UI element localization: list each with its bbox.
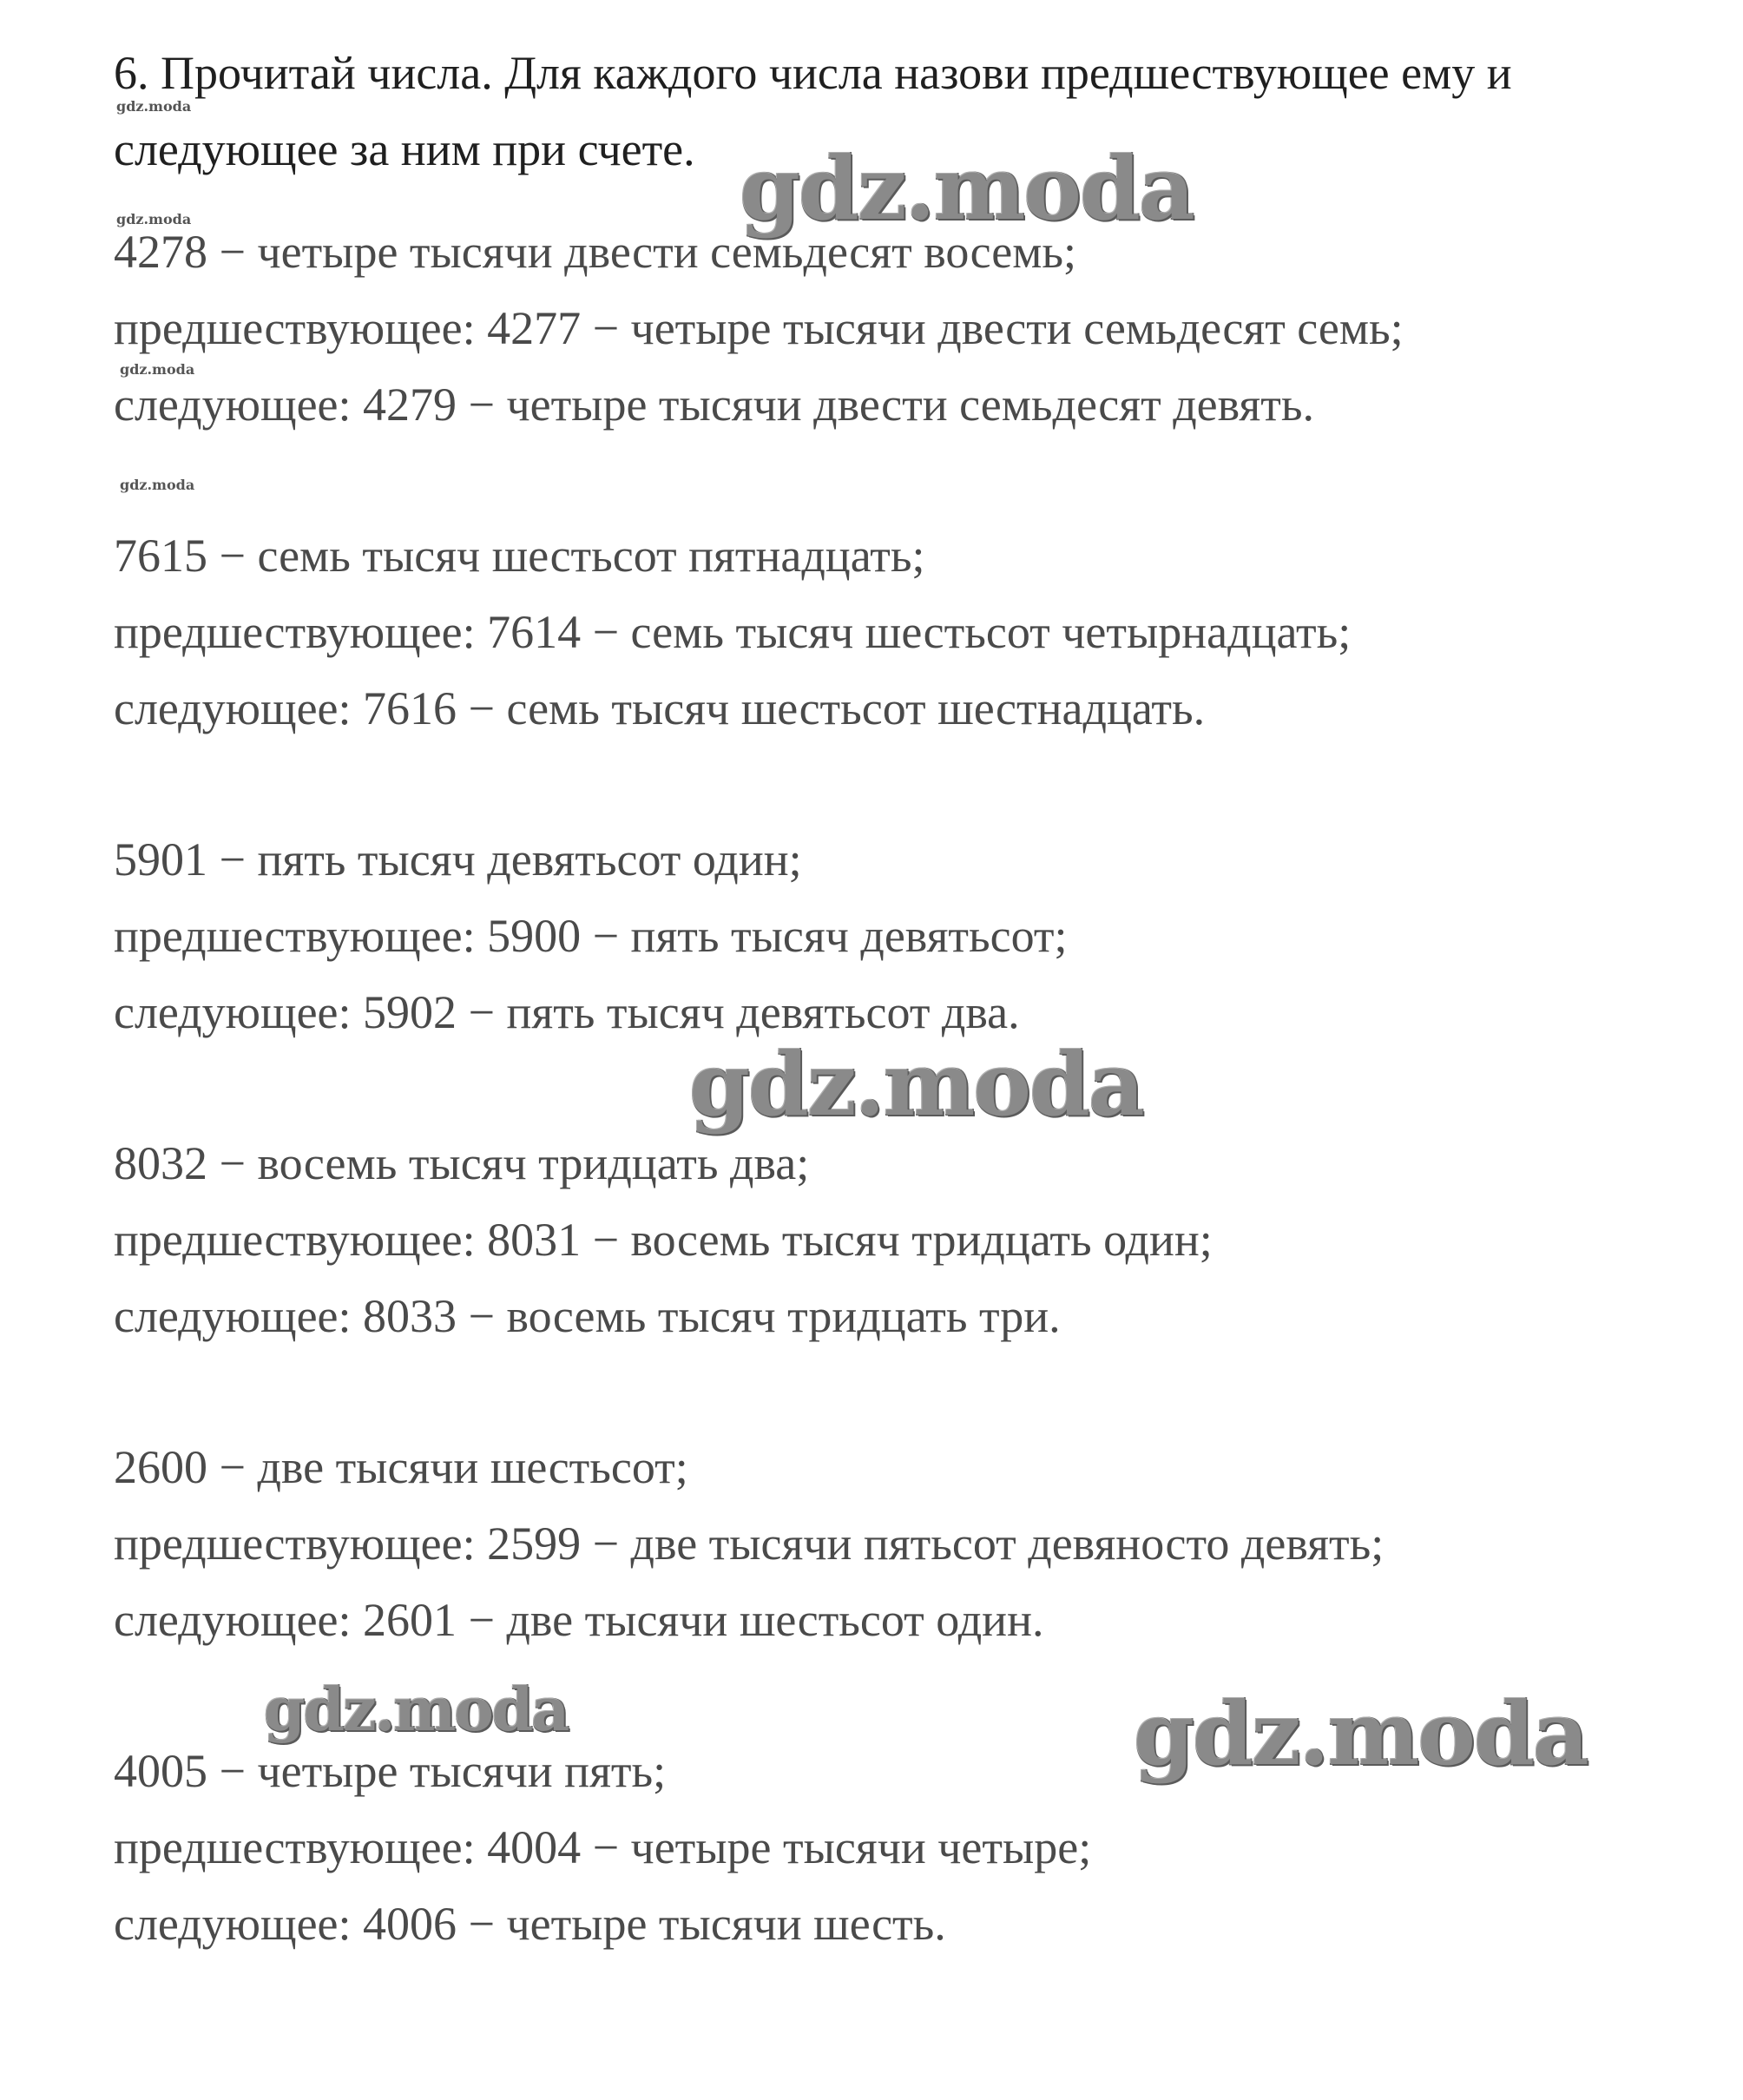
group-2-number-line: 7615 − семь тысяч шестьсот пятнадцать; [114,530,925,582]
group-4-previous-line: предшествующее: 8031 − восемь тысяч тридцать один; [114,1214,1213,1266]
group-3-next-line: следующее: 5902 − пять тысяч девятьсот два. [114,986,1020,1038]
watermark-small: gdz.moda [120,361,195,378]
group-2-previous-line: предшествующее: 7614 − семь тысяч шестьсот четырнадцать; [114,606,1352,658]
group-1-next-line: следующее: 4279 − четыре тысячи двести семьдесят девять. [114,379,1314,431]
watermark-large: gdz.moda [740,137,1194,240]
group-3-previous-line: предшествующее: 5900 − пять тысяч девятьсот; [114,910,1068,962]
group-3-number-line: 5901 − пять тысяч девятьсот один; [114,833,802,885]
watermark-small: gdz.moda [116,211,192,227]
group-5-previous-line: предшествующее: 2599 − две тысячи пятьсот девяносто девять; [114,1517,1385,1570]
watermark-large: gdz.moda [1134,1682,1588,1785]
group-5-number-line: 2600 − две тысячи шестьсот; [114,1441,688,1493]
group-1-previous-line: предшествующее: 4277 − четыре тысячи двести семьдесят семь; [114,302,1404,354]
group-4-next-line: следующее: 8033 − восемь тысяч тридцать три. [114,1290,1061,1342]
task-title-line-2: следующее за ним при счете. [114,123,695,175]
group-6-previous-line: предшествующее: 4004 − четыре тысячи четыре; [114,1821,1092,1873]
watermark-large: gdz.moda [689,1033,1143,1136]
watermark-small: gdz.moda [116,98,192,115]
group-4-number-line: 8032 − восемь тысяч тридцать два; [114,1137,810,1189]
task-title-line-1: 6. Прочитай числа. Для каждого числа назови предшествующее ему и [114,47,1512,99]
watermark-large: gdz.moda [264,1675,569,1745]
group-6-next-line: следующее: 4006 − четыре тысячи шесть. [114,1898,946,1950]
watermark-small: gdz.moda [120,477,195,493]
group-1-number-line: 4278 − четыре тысячи двести семьдесят восемь; [114,226,1077,278]
group-5-next-line: следующее: 2601 − две тысячи шестьсот один. [114,1594,1044,1646]
group-2-next-line: следующее: 7616 − семь тысяч шестьсот шестнадцать. [114,682,1206,734]
group-6-number-line: 4005 − четыре тысячи пять; [114,1745,667,1797]
